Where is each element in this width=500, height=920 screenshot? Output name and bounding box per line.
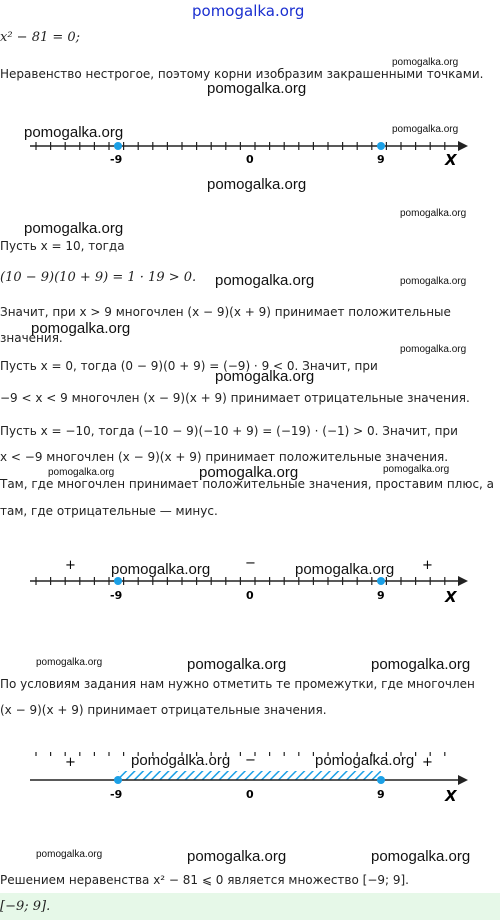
watermark: pomogalka.org bbox=[111, 561, 211, 578]
watermark: pomogalka.org bbox=[371, 656, 471, 673]
watermark: pomogalka.org bbox=[131, 752, 231, 769]
sign-plus-left: + bbox=[65, 755, 76, 770]
watermark: pomogalka.org bbox=[36, 657, 103, 668]
equation-line: (10 − 9)(10 + 9) = 1 · 19 > 0. bbox=[0, 270, 197, 285]
watermark: pomogalka.org bbox=[48, 467, 115, 478]
watermark: pomogalka.org bbox=[207, 80, 307, 97]
number-line-3 bbox=[0, 752, 500, 812]
text-line: (x − 9)(x + 9) принимает отрицательные значения. bbox=[0, 703, 327, 717]
watermark: pomogalka.org bbox=[400, 344, 467, 355]
text-line: x < −9 многочлен (x − 9)(x + 9) принимает положительные значения. bbox=[0, 450, 449, 464]
watermark: pomogalka.org bbox=[187, 656, 287, 673]
sign-minus: − bbox=[245, 556, 256, 571]
watermark: pomogalka.org bbox=[400, 276, 467, 287]
text-line: −9 < x < 9 многочлен (x − 9)(x + 9) принимает отрицательные значения. bbox=[0, 391, 470, 405]
axis-variable: X bbox=[445, 151, 457, 169]
watermark: pomogalka.org bbox=[295, 561, 395, 578]
answer-line: [−9; 9]. bbox=[0, 899, 51, 914]
text-line: Там, где многочлен принимает положительные значения, проставим плюс, а bbox=[0, 477, 495, 491]
equation-line: x² − 81 = 0; bbox=[0, 30, 81, 45]
point-minus-9 bbox=[114, 142, 122, 150]
text-line: Значит, при x > 9 многочлен (x − 9)(x + 9) принимает положительные bbox=[0, 305, 451, 319]
label-zero: 0 bbox=[246, 788, 254, 801]
axis-variable: X bbox=[445, 787, 457, 805]
watermark: pomogalka.org bbox=[187, 848, 287, 865]
watermark: pomogalka.org bbox=[371, 848, 471, 865]
watermark: pomogalka.org bbox=[400, 208, 467, 219]
watermark: pomogalka.org bbox=[199, 464, 299, 481]
text-line: Решением неравенства x² − 81 ⩽ 0 является множество [−9; 9]. bbox=[0, 873, 409, 887]
watermark: pomogalka.org bbox=[215, 368, 315, 385]
text-line: там, где отрицательные — минус. bbox=[0, 504, 218, 518]
watermark: pomogalka.org bbox=[207, 176, 307, 193]
axis-variable: X bbox=[445, 588, 457, 606]
point-9 bbox=[377, 577, 385, 585]
sign-plus-right: + bbox=[422, 558, 433, 573]
watermark: pomogalka.org bbox=[31, 320, 131, 337]
text-line: По условиям задания нам нужно отметить те промежутки, где многочлен bbox=[0, 677, 475, 691]
point-9 bbox=[377, 142, 385, 150]
axis-arrow bbox=[458, 576, 468, 586]
watermark: pomogalka.org bbox=[24, 220, 124, 237]
watermark: pomogalka.org bbox=[392, 124, 459, 135]
watermark: pomogalka.org bbox=[392, 57, 459, 68]
label-zero: 0 bbox=[246, 589, 254, 602]
label-zero: 0 bbox=[246, 153, 254, 166]
point-9 bbox=[377, 776, 385, 784]
point-minus-9 bbox=[114, 776, 122, 784]
watermark: pomogalka.org bbox=[315, 752, 415, 769]
sign-plus-left: + bbox=[65, 558, 76, 573]
answer-highlight bbox=[0, 893, 500, 920]
number-line-2 bbox=[0, 555, 500, 615]
text-line: Пусть x = 0, тогда (0 − 9)(0 + 9) = (−9) · 9 < 0. Значит, при bbox=[0, 359, 378, 373]
label-minus-9: -9 bbox=[110, 788, 123, 801]
watermark-top: pomogalka.org bbox=[192, 2, 305, 20]
label-9: 9 bbox=[377, 589, 385, 602]
sign-plus-right: + bbox=[422, 755, 433, 770]
watermark: pomogalka.org bbox=[215, 272, 315, 289]
point-minus-9 bbox=[114, 577, 122, 585]
sign-minus: − bbox=[245, 753, 256, 768]
watermark: pomogalka.org bbox=[383, 464, 450, 475]
axis-arrow bbox=[458, 141, 468, 151]
label-minus-9: -9 bbox=[110, 153, 123, 166]
axis-arrow bbox=[458, 775, 468, 785]
label-minus-9: -9 bbox=[110, 589, 123, 602]
text-line: Пусть x = −10, тогда (−10 − 9)(−10 + 9) = (−19) · (−1) > 0. Значит, при bbox=[0, 424, 458, 438]
text-line: Неравенство нестрогое, поэтому корни изобразим закрашенными точками. bbox=[0, 67, 484, 81]
label-9: 9 bbox=[377, 153, 385, 166]
solution-interval-hatch bbox=[118, 771, 381, 780]
text-line: значения. bbox=[0, 331, 63, 345]
watermark: pomogalka.org bbox=[24, 124, 124, 141]
watermark: pomogalka.org bbox=[36, 849, 103, 860]
text-line: Пусть x = 10, тогда bbox=[0, 239, 125, 253]
label-9: 9 bbox=[377, 788, 385, 801]
